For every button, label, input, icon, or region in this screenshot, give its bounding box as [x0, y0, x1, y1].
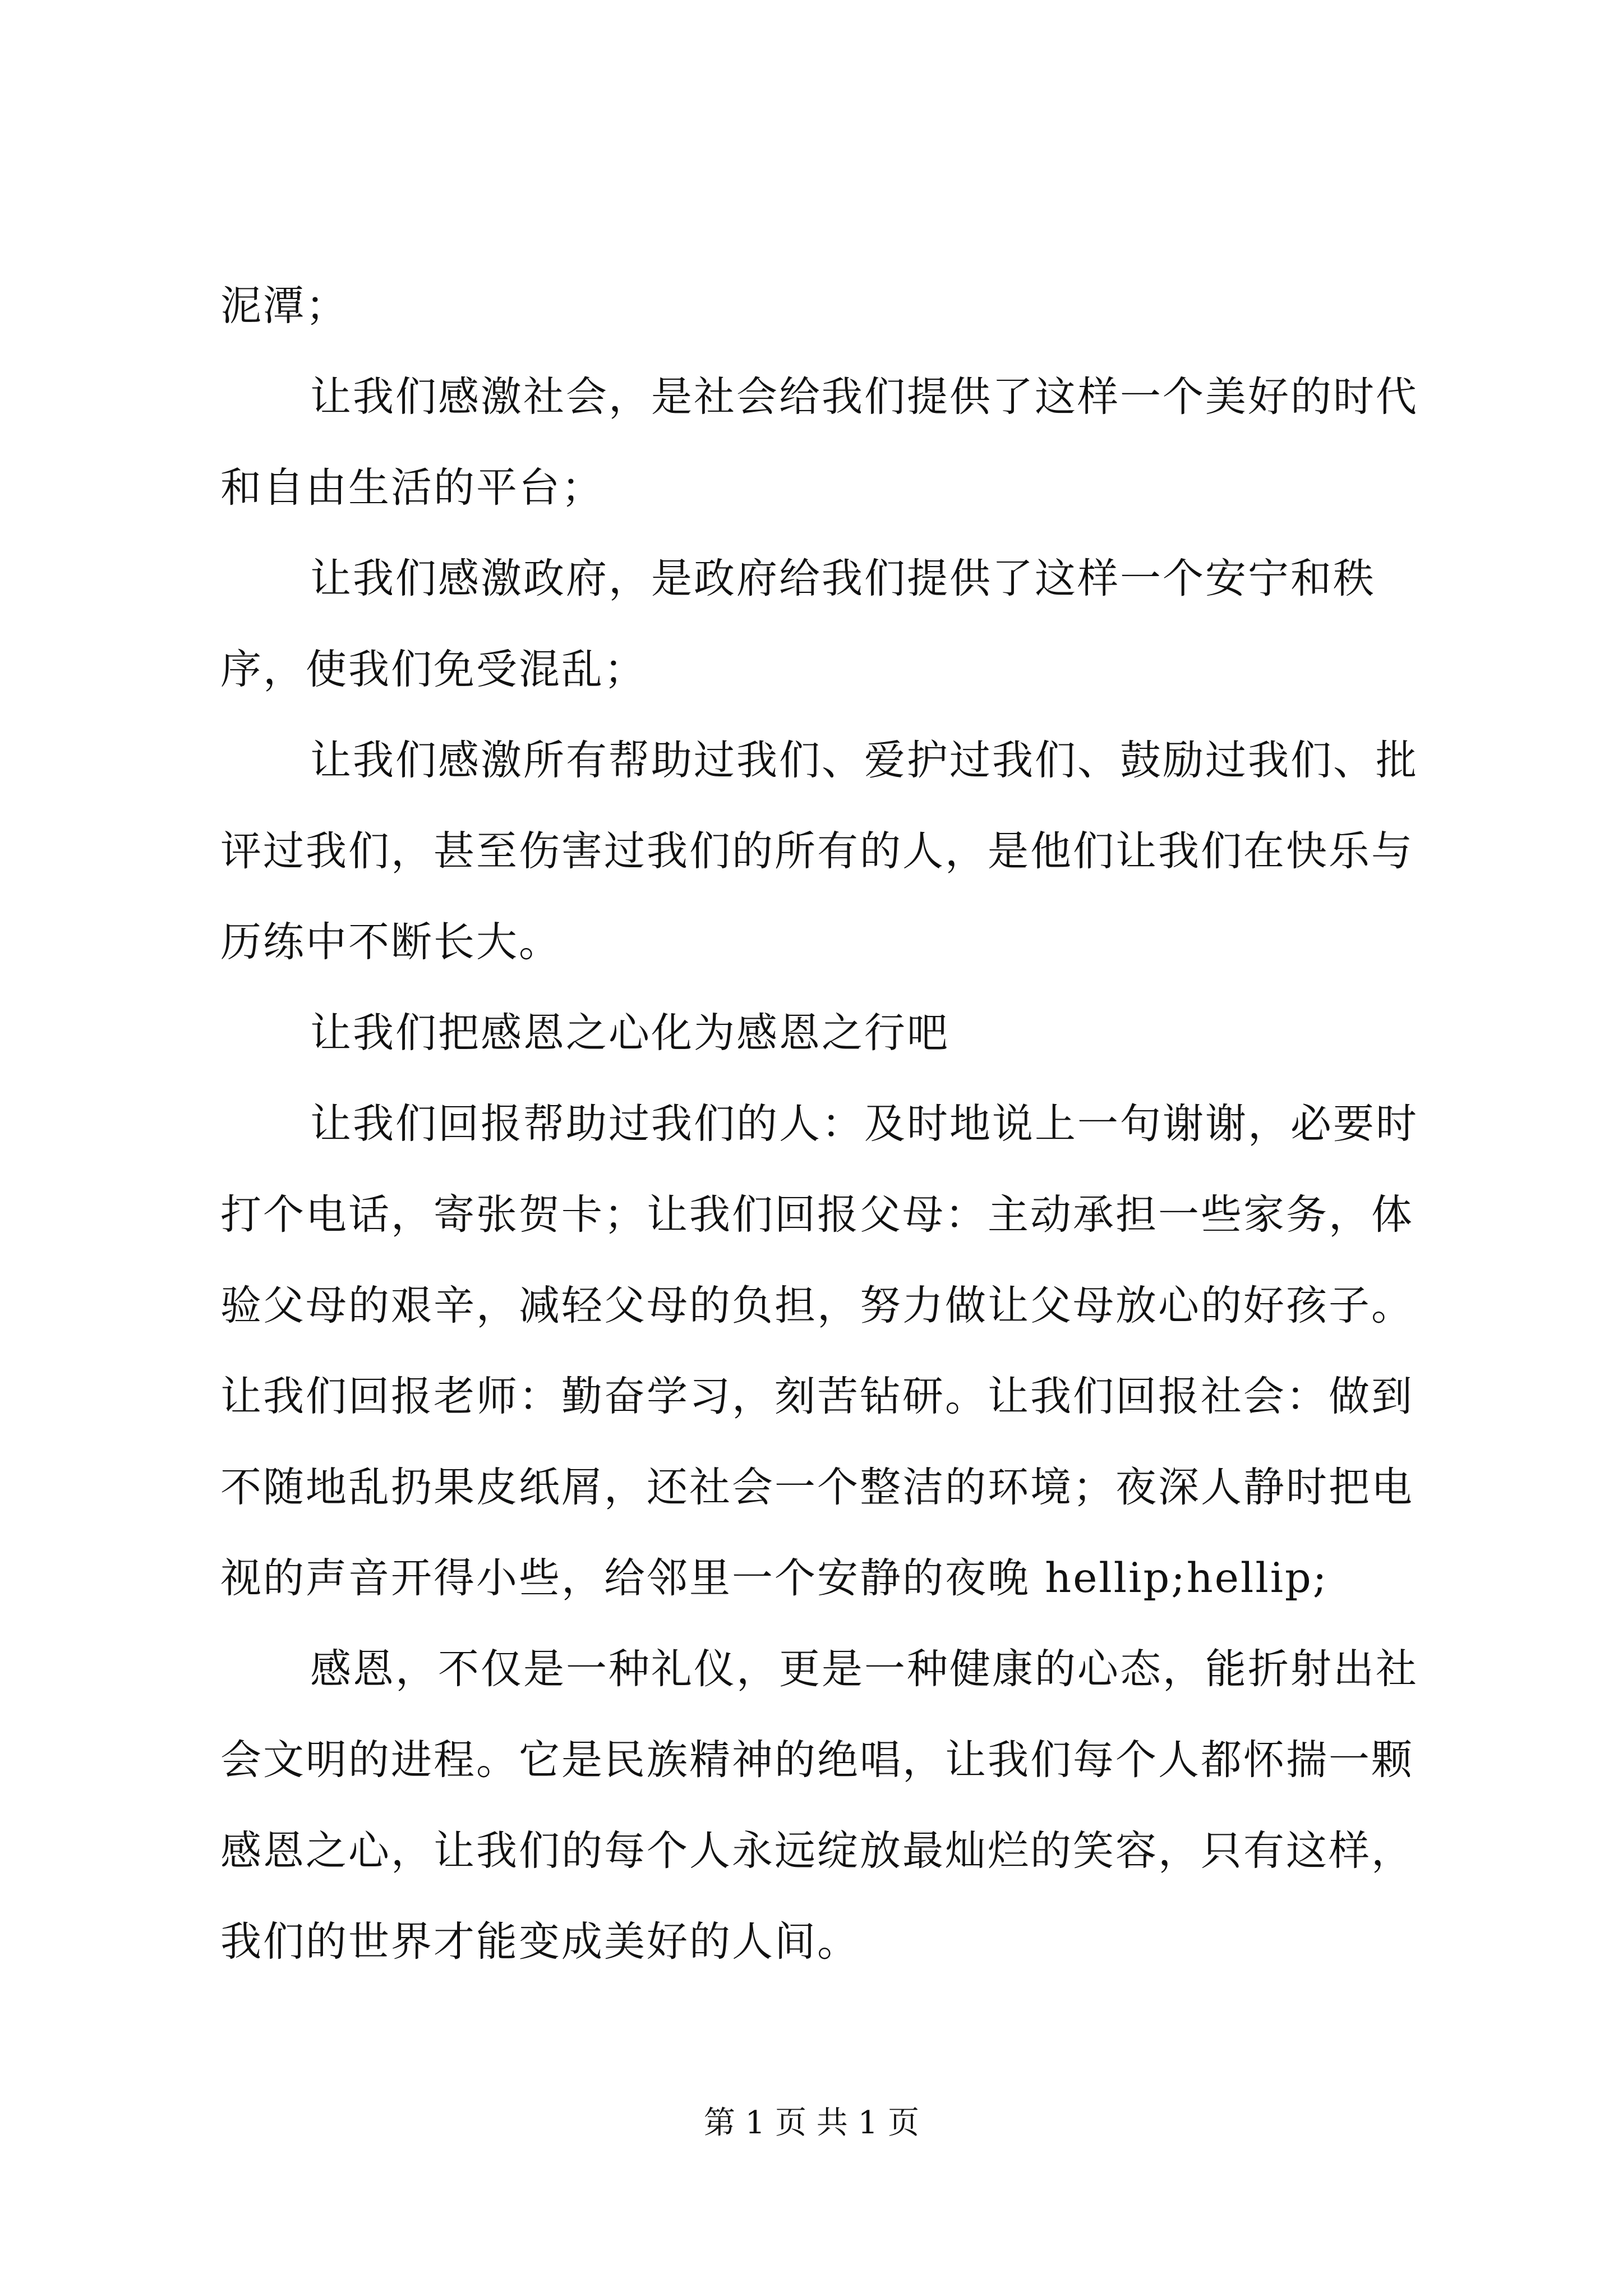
page-footer: 第 1 页 共 1 页	[703, 2105, 920, 2141]
paragraph-3: 让我们感激政府，是政府给我们提供了这样一个安宁和秩序，使我们免受混乱；	[220, 555, 1376, 693]
document-body	[220, 261, 1421, 1987]
paragraph-7: 感恩，不仅是一种礼仪，更是一种健康的心态，能折射出社会文明的进程。它是民族精神的绝唱，让我们每个人都怀揣一颗感恩之心，让我们的每个人永远绽放最灿烂的笑容，只有这样，我们的世界才能变成美好的人间。	[220, 1645, 1418, 1966]
paragraph-6: 让我们回报帮助过我们的人：及时地说上一句谢谢，必要时打个电话，寄张贺卡；让我们回报父母：主动承担一些家务，体验父母的艰辛，减轻父母的负担，努力做让父母放心的好孩子。让我们回报老师：勤奋学习，刻苦钻研。让我们回报社会：做到不随地乱扔果皮纸屑，还社会一个整洁的环境；夜深人静时把电视的声音开得小些，给邻里一个安静的夜晚 hellip;hellip;	[220, 1100, 1418, 1602]
paragraph-2: 让我们感激社会，是社会给我们提供了这样一个美好的时代和自由生活的平台；	[220, 373, 1418, 512]
paragraph-1: 泥潭；	[220, 282, 348, 330]
paragraph-4: 让我们感激所有帮助过我们、爱护过我们、鼓励过我们、批评过我们，甚至伤害过我们的所有的人，是他们让我们在快乐与历练中不断长大。	[220, 737, 1418, 966]
paragraph-5: 让我们把感恩之心化为感恩之行吧	[310, 1009, 949, 1057]
